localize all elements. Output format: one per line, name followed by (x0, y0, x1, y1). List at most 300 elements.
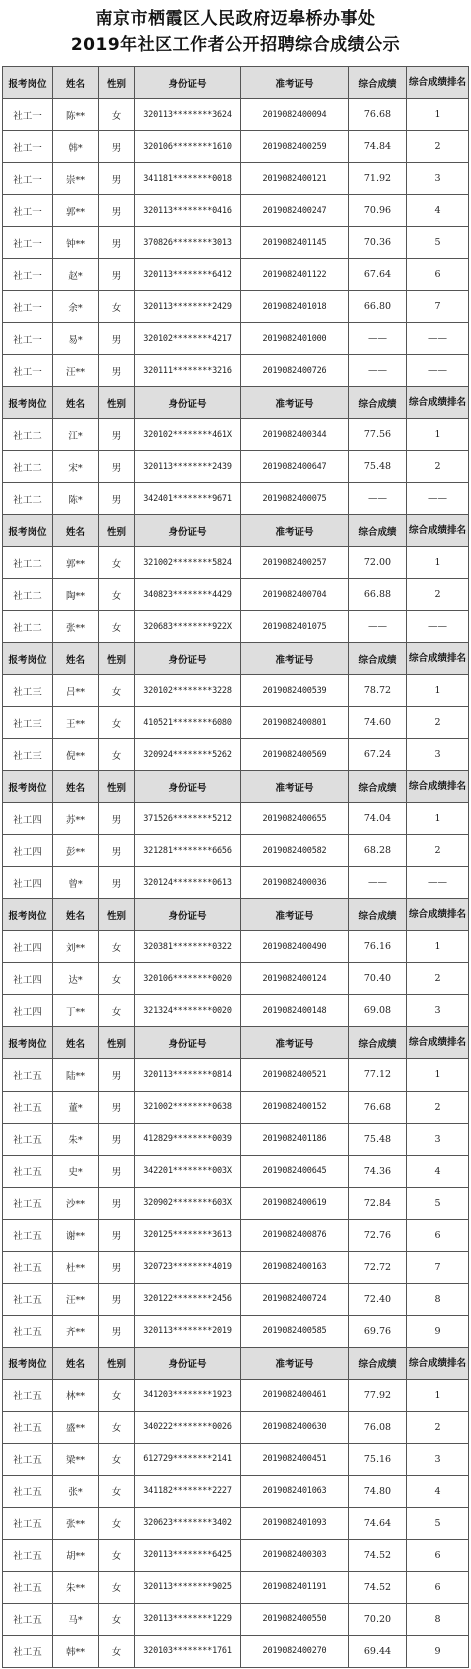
cell-exam-number: 2019082400569 (241, 739, 349, 771)
cell-score: 70.20 (349, 1603, 407, 1635)
cell-gender: 男 (99, 1091, 135, 1123)
header-row (3, 643, 469, 675)
cell-rank: 2 (407, 963, 469, 995)
cell-score: 66.88 (349, 579, 407, 611)
cell-position: 社工一 (3, 291, 53, 323)
header-row (3, 771, 469, 803)
cell-position: 社工三 (3, 739, 53, 771)
header-gender: 性别 (99, 515, 135, 547)
cell-rank: 4 (407, 1475, 469, 1507)
cell-name: 齐** (53, 1315, 99, 1347)
cell-name: 苏** (53, 803, 99, 835)
header-gender: 性别 (99, 643, 135, 675)
cell-id-number: 321324********0020 (135, 995, 241, 1027)
cell-name: 赵* (53, 259, 99, 291)
cell-rank: —— (407, 323, 469, 355)
cell-name: 林** (53, 1379, 99, 1411)
cell-name: 倪** (53, 739, 99, 771)
cell-position: 社工三 (3, 707, 53, 739)
cell-rank: 7 (407, 291, 469, 323)
cell-id-number: 320381********0322 (135, 931, 241, 963)
cell-exam-number: 2019082401145 (241, 227, 349, 259)
cell-position: 社工五 (3, 1251, 53, 1283)
table-row (3, 259, 469, 291)
cell-position: 社工一 (3, 163, 53, 195)
cell-name: 张* (53, 1475, 99, 1507)
cell-exam-number: 2019082400163 (241, 1251, 349, 1283)
table-row (3, 739, 469, 771)
header-exam-number: 准考证号 (241, 67, 349, 99)
header-gender: 性别 (99, 1347, 135, 1379)
cell-score: 67.64 (349, 259, 407, 291)
cell-score: 74.60 (349, 707, 407, 739)
header-score: 综合成绩 (349, 1027, 407, 1059)
header-id-number: 身份证号 (135, 515, 241, 547)
cell-name: 余* (53, 291, 99, 323)
cell-id-number: 371526********5212 (135, 803, 241, 835)
table-row (3, 1219, 469, 1251)
cell-gender: 男 (99, 867, 135, 899)
cell-exam-number: 2019082400036 (241, 867, 349, 899)
cell-id-number: 320113********6412 (135, 259, 241, 291)
cell-exam-number: 2019082400655 (241, 803, 349, 835)
cell-gender: 男 (99, 1283, 135, 1315)
cell-exam-number: 2019082400704 (241, 579, 349, 611)
cell-position: 社工四 (3, 835, 53, 867)
cell-position: 社工五 (3, 1283, 53, 1315)
cell-gender: 女 (99, 675, 135, 707)
cell-gender: 男 (99, 835, 135, 867)
header-position: 报考岗位 (3, 1347, 53, 1379)
cell-position: 社工一 (3, 323, 53, 355)
header-position: 报考岗位 (3, 1027, 53, 1059)
cell-score: 75.48 (349, 1123, 407, 1155)
cell-rank: 1 (407, 803, 469, 835)
cell-score: 69.08 (349, 995, 407, 1027)
cell-rank: 2 (407, 131, 469, 163)
cell-position: 社工五 (3, 1507, 53, 1539)
cell-gender: 男 (99, 195, 135, 227)
cell-position: 社工五 (3, 1219, 53, 1251)
cell-gender: 男 (99, 259, 135, 291)
cell-exam-number: 2019082400724 (241, 1283, 349, 1315)
cell-name: 沙** (53, 1187, 99, 1219)
cell-gender: 女 (99, 99, 135, 131)
cell-gender: 男 (99, 1187, 135, 1219)
cell-name: 汪** (53, 1283, 99, 1315)
cell-score: 66.80 (349, 291, 407, 323)
table-row (3, 1539, 469, 1571)
cell-id-number: 340222********0026 (135, 1411, 241, 1443)
cell-position: 社工二 (3, 579, 53, 611)
cell-score: 78.72 (349, 675, 407, 707)
cell-id-number: 612729********2141 (135, 1443, 241, 1475)
cell-name: 刘** (53, 931, 99, 963)
header-score: 综合成绩 (349, 643, 407, 675)
cell-gender: 男 (99, 1059, 135, 1091)
cell-score: 76.16 (349, 931, 407, 963)
cell-gender: 男 (99, 1251, 135, 1283)
header-rank: 综合成绩排名 (407, 1027, 469, 1059)
cell-name: 丁** (53, 995, 99, 1027)
table-row (3, 1251, 469, 1283)
cell-name: 马* (53, 1603, 99, 1635)
table-row (3, 547, 469, 579)
header-id-number: 身份证号 (135, 1027, 241, 1059)
cell-exam-number: 2019082400121 (241, 163, 349, 195)
header-rank: 综合成绩排名 (407, 1347, 469, 1379)
cell-name: 谢** (53, 1219, 99, 1251)
cell-rank: 3 (407, 1443, 469, 1475)
cell-score: 74.36 (349, 1155, 407, 1187)
cell-id-number: 320902********603X (135, 1187, 241, 1219)
cell-exam-number: 2019082400645 (241, 1155, 349, 1187)
cell-exam-number: 2019082400630 (241, 1411, 349, 1443)
cell-gender: 男 (99, 451, 135, 483)
cell-rank: 5 (407, 227, 469, 259)
header-position: 报考岗位 (3, 899, 53, 931)
cell-rank: 5 (407, 1507, 469, 1539)
cell-exam-number: 2019082400124 (241, 963, 349, 995)
table-row (3, 1507, 469, 1539)
cell-rank: 7 (407, 1251, 469, 1283)
cell-position: 社工五 (3, 1443, 53, 1475)
header-id-number: 身份证号 (135, 67, 241, 99)
cell-rank: 6 (407, 1539, 469, 1571)
cell-name: 史* (53, 1155, 99, 1187)
header-score: 综合成绩 (349, 899, 407, 931)
header-exam-number: 准考证号 (241, 643, 349, 675)
cell-exam-number: 2019082400148 (241, 995, 349, 1027)
table-row (3, 835, 469, 867)
cell-id-number: 320924********5262 (135, 739, 241, 771)
cell-id-number: 320106********0020 (135, 963, 241, 995)
cell-gender: 男 (99, 227, 135, 259)
cell-name: 陈* (53, 483, 99, 515)
cell-name: 王** (53, 707, 99, 739)
header-exam-number: 准考证号 (241, 1027, 349, 1059)
cell-id-number: 342201********003X (135, 1155, 241, 1187)
cell-id-number: 320113********6425 (135, 1539, 241, 1571)
cell-name: 吕** (53, 675, 99, 707)
cell-exam-number: 2019082400876 (241, 1219, 349, 1251)
cell-name: 郭** (53, 195, 99, 227)
table-row (3, 1187, 469, 1219)
table-row (3, 1379, 469, 1411)
cell-id-number: 320113********2439 (135, 451, 241, 483)
cell-rank: 3 (407, 739, 469, 771)
cell-position: 社工五 (3, 1411, 53, 1443)
cell-gender: 男 (99, 355, 135, 387)
cell-score: 75.48 (349, 451, 407, 483)
cell-rank: 2 (407, 707, 469, 739)
table-row (3, 1091, 469, 1123)
header-id-number: 身份证号 (135, 771, 241, 803)
cell-exam-number: 2019082400094 (241, 99, 349, 131)
cell-position: 社工五 (3, 1603, 53, 1635)
cell-position: 社工五 (3, 1187, 53, 1219)
cell-gender: 女 (99, 611, 135, 643)
cell-rank: 1 (407, 99, 469, 131)
header-name: 姓名 (53, 771, 99, 803)
cell-rank: 5 (407, 1187, 469, 1219)
cell-gender: 男 (99, 1155, 135, 1187)
table-row (3, 227, 469, 259)
cell-exam-number: 2019082400585 (241, 1315, 349, 1347)
cell-gender: 男 (99, 483, 135, 515)
cell-id-number: 321002********5824 (135, 547, 241, 579)
header-row (3, 899, 469, 931)
cell-gender: 男 (99, 803, 135, 835)
cell-name: 梁** (53, 1443, 99, 1475)
cell-score: 68.28 (349, 835, 407, 867)
cell-exam-number: 2019082400539 (241, 675, 349, 707)
page-title-line1: 南京市栖霞区人民政府迈皋桥办事处 (95, 9, 376, 29)
cell-id-number: 320103********1761 (135, 1635, 241, 1667)
cell-exam-number: 2019082400247 (241, 195, 349, 227)
cell-rank: 3 (407, 163, 469, 195)
cell-rank: 2 (407, 835, 469, 867)
header-id-number: 身份证号 (135, 643, 241, 675)
cell-position: 社工二 (3, 419, 53, 451)
cell-gender: 女 (99, 1379, 135, 1411)
cell-score: 70.96 (349, 195, 407, 227)
table-row (3, 1315, 469, 1347)
header-exam-number: 准考证号 (241, 899, 349, 931)
table-row (3, 483, 469, 515)
table-row (3, 1475, 469, 1507)
cell-rank: 9 (407, 1635, 469, 1667)
table-row (3, 1059, 469, 1091)
table-row (3, 419, 469, 451)
cell-exam-number: 2019082401191 (241, 1571, 349, 1603)
cell-id-number: 320683********922X (135, 611, 241, 643)
header-id-number: 身份证号 (135, 1347, 241, 1379)
cell-rank: —— (407, 611, 469, 643)
header-gender: 性别 (99, 899, 135, 931)
cell-rank: 6 (407, 1571, 469, 1603)
cell-position: 社工五 (3, 1475, 53, 1507)
table-row (3, 1603, 469, 1635)
cell-position: 社工四 (3, 963, 53, 995)
cell-score: 70.40 (349, 963, 407, 995)
cell-score: —— (349, 323, 407, 355)
cell-position: 社工二 (3, 547, 53, 579)
table-row (3, 707, 469, 739)
cell-name: 曾* (53, 867, 99, 899)
cell-position: 社工五 (3, 1155, 53, 1187)
table-row (3, 1283, 469, 1315)
cell-name: 陶** (53, 579, 99, 611)
table-row (3, 803, 469, 835)
cell-score: 69.76 (349, 1315, 407, 1347)
header-row (3, 1027, 469, 1059)
cell-position: 社工二 (3, 483, 53, 515)
header-name: 姓名 (53, 643, 99, 675)
cell-score: 74.80 (349, 1475, 407, 1507)
cell-rank: —— (407, 355, 469, 387)
cell-exam-number: 2019082400582 (241, 835, 349, 867)
cell-score: —— (349, 611, 407, 643)
cell-position: 社工一 (3, 227, 53, 259)
table-row (3, 1571, 469, 1603)
cell-score: 76.68 (349, 99, 407, 131)
cell-rank: 8 (407, 1603, 469, 1635)
cell-id-number: 320113********2429 (135, 291, 241, 323)
cell-exam-number: 2019082401122 (241, 259, 349, 291)
header-position: 报考岗位 (3, 387, 53, 419)
cell-rank: 1 (407, 1059, 469, 1091)
table-row (3, 131, 469, 163)
cell-rank: 6 (407, 259, 469, 291)
table-row (3, 291, 469, 323)
cell-score: 74.52 (349, 1571, 407, 1603)
cell-id-number: 320113********0416 (135, 195, 241, 227)
cell-gender: 男 (99, 1123, 135, 1155)
table-row (3, 1443, 469, 1475)
cell-gender: 女 (99, 1635, 135, 1667)
cell-exam-number: 2019082401063 (241, 1475, 349, 1507)
header-score: 综合成绩 (349, 771, 407, 803)
cell-rank: —— (407, 867, 469, 899)
cell-id-number: 320113********1229 (135, 1603, 241, 1635)
cell-id-number: 320106********1610 (135, 131, 241, 163)
cell-exam-number: 2019082400619 (241, 1187, 349, 1219)
header-id-number: 身份证号 (135, 899, 241, 931)
header-id-number: 身份证号 (135, 387, 241, 419)
header-rank: 综合成绩排名 (407, 899, 469, 931)
cell-name: 陆** (53, 1059, 99, 1091)
cell-exam-number: 2019082400152 (241, 1091, 349, 1123)
table-row (3, 1635, 469, 1667)
cell-position: 社工一 (3, 259, 53, 291)
header-name: 姓名 (53, 1347, 99, 1379)
header-rank: 综合成绩排名 (407, 643, 469, 675)
header-gender: 性别 (99, 67, 135, 99)
cell-exam-number: 2019082401186 (241, 1123, 349, 1155)
cell-name: 杜** (53, 1251, 99, 1283)
table-row (3, 963, 469, 995)
cell-gender: 女 (99, 1411, 135, 1443)
cell-score: 74.64 (349, 1507, 407, 1539)
cell-gender: 女 (99, 1571, 135, 1603)
header-position: 报考岗位 (3, 771, 53, 803)
cell-rank: 1 (407, 419, 469, 451)
cell-id-number: 320102********461X (135, 419, 241, 451)
cell-rank: 6 (407, 1219, 469, 1251)
cell-score: —— (349, 867, 407, 899)
header-row (3, 387, 469, 419)
header-position: 报考岗位 (3, 67, 53, 99)
cell-name: 郭** (53, 547, 99, 579)
table-row (3, 675, 469, 707)
cell-id-number: 320113********9025 (135, 1571, 241, 1603)
header-name: 姓名 (53, 515, 99, 547)
table-row (3, 995, 469, 1027)
cell-score: 72.84 (349, 1187, 407, 1219)
cell-id-number: 410521********6080 (135, 707, 241, 739)
cell-exam-number: 2019082400344 (241, 419, 349, 451)
cell-score: 77.56 (349, 419, 407, 451)
cell-exam-number: 2019082400801 (241, 707, 349, 739)
cell-exam-number: 2019082400461 (241, 1379, 349, 1411)
header-exam-number: 准考证号 (241, 1347, 349, 1379)
cell-gender: 男 (99, 419, 135, 451)
table-row (3, 931, 469, 963)
cell-gender: 女 (99, 1539, 135, 1571)
cell-exam-number: 2019082401075 (241, 611, 349, 643)
cell-gender: 女 (99, 931, 135, 963)
table-row (3, 323, 469, 355)
header-exam-number: 准考证号 (241, 515, 349, 547)
cell-score: 67.24 (349, 739, 407, 771)
cell-score: 71.92 (349, 163, 407, 195)
header-score: 综合成绩 (349, 387, 407, 419)
table-row (3, 867, 469, 899)
cell-rank: 2 (407, 451, 469, 483)
header-exam-number: 准考证号 (241, 387, 349, 419)
cell-score: 74.52 (349, 1539, 407, 1571)
cell-gender: 女 (99, 547, 135, 579)
cell-gender: 女 (99, 1507, 135, 1539)
cell-id-number: 370826********3013 (135, 227, 241, 259)
cell-id-number: 320113********0814 (135, 1059, 241, 1091)
cell-name: 朱** (53, 1571, 99, 1603)
header-position: 报考岗位 (3, 515, 53, 547)
cell-rank: 9 (407, 1315, 469, 1347)
cell-id-number: 321281********6656 (135, 835, 241, 867)
cell-gender: 男 (99, 163, 135, 195)
cell-exam-number: 2019082401018 (241, 291, 349, 323)
cell-name: 达* (53, 963, 99, 995)
header-row (3, 515, 469, 547)
cell-gender: 女 (99, 291, 135, 323)
cell-position: 社工一 (3, 355, 53, 387)
header-score: 综合成绩 (349, 67, 407, 99)
table-row (3, 579, 469, 611)
cell-name: 韩** (53, 1635, 99, 1667)
cell-gender: 女 (99, 707, 135, 739)
table-row (3, 1123, 469, 1155)
cell-gender: 男 (99, 131, 135, 163)
cell-exam-number: 2019082401000 (241, 323, 349, 355)
table-row (3, 451, 469, 483)
table-row (3, 1411, 469, 1443)
header-rank: 综合成绩排名 (407, 387, 469, 419)
cell-position: 社工四 (3, 995, 53, 1027)
cell-id-number: 412829********0039 (135, 1123, 241, 1155)
cell-name: 朱* (53, 1123, 99, 1155)
cell-position: 社工五 (3, 1059, 53, 1091)
cell-gender: 女 (99, 1443, 135, 1475)
cell-rank: 3 (407, 995, 469, 1027)
cell-score: 70.36 (349, 227, 407, 259)
cell-rank: 3 (407, 1123, 469, 1155)
cell-exam-number: 2019082400270 (241, 1635, 349, 1667)
cell-name: 盛** (53, 1411, 99, 1443)
cell-gender: 女 (99, 739, 135, 771)
header-name: 姓名 (53, 899, 99, 931)
cell-score: 72.76 (349, 1219, 407, 1251)
cell-position: 社工一 (3, 195, 53, 227)
cell-id-number: 342401********9671 (135, 483, 241, 515)
cell-name: 崇** (53, 163, 99, 195)
cell-rank: 2 (407, 1091, 469, 1123)
cell-position: 社工五 (3, 1539, 53, 1571)
table-row (3, 163, 469, 195)
cell-name: 张** (53, 611, 99, 643)
cell-gender: 男 (99, 323, 135, 355)
